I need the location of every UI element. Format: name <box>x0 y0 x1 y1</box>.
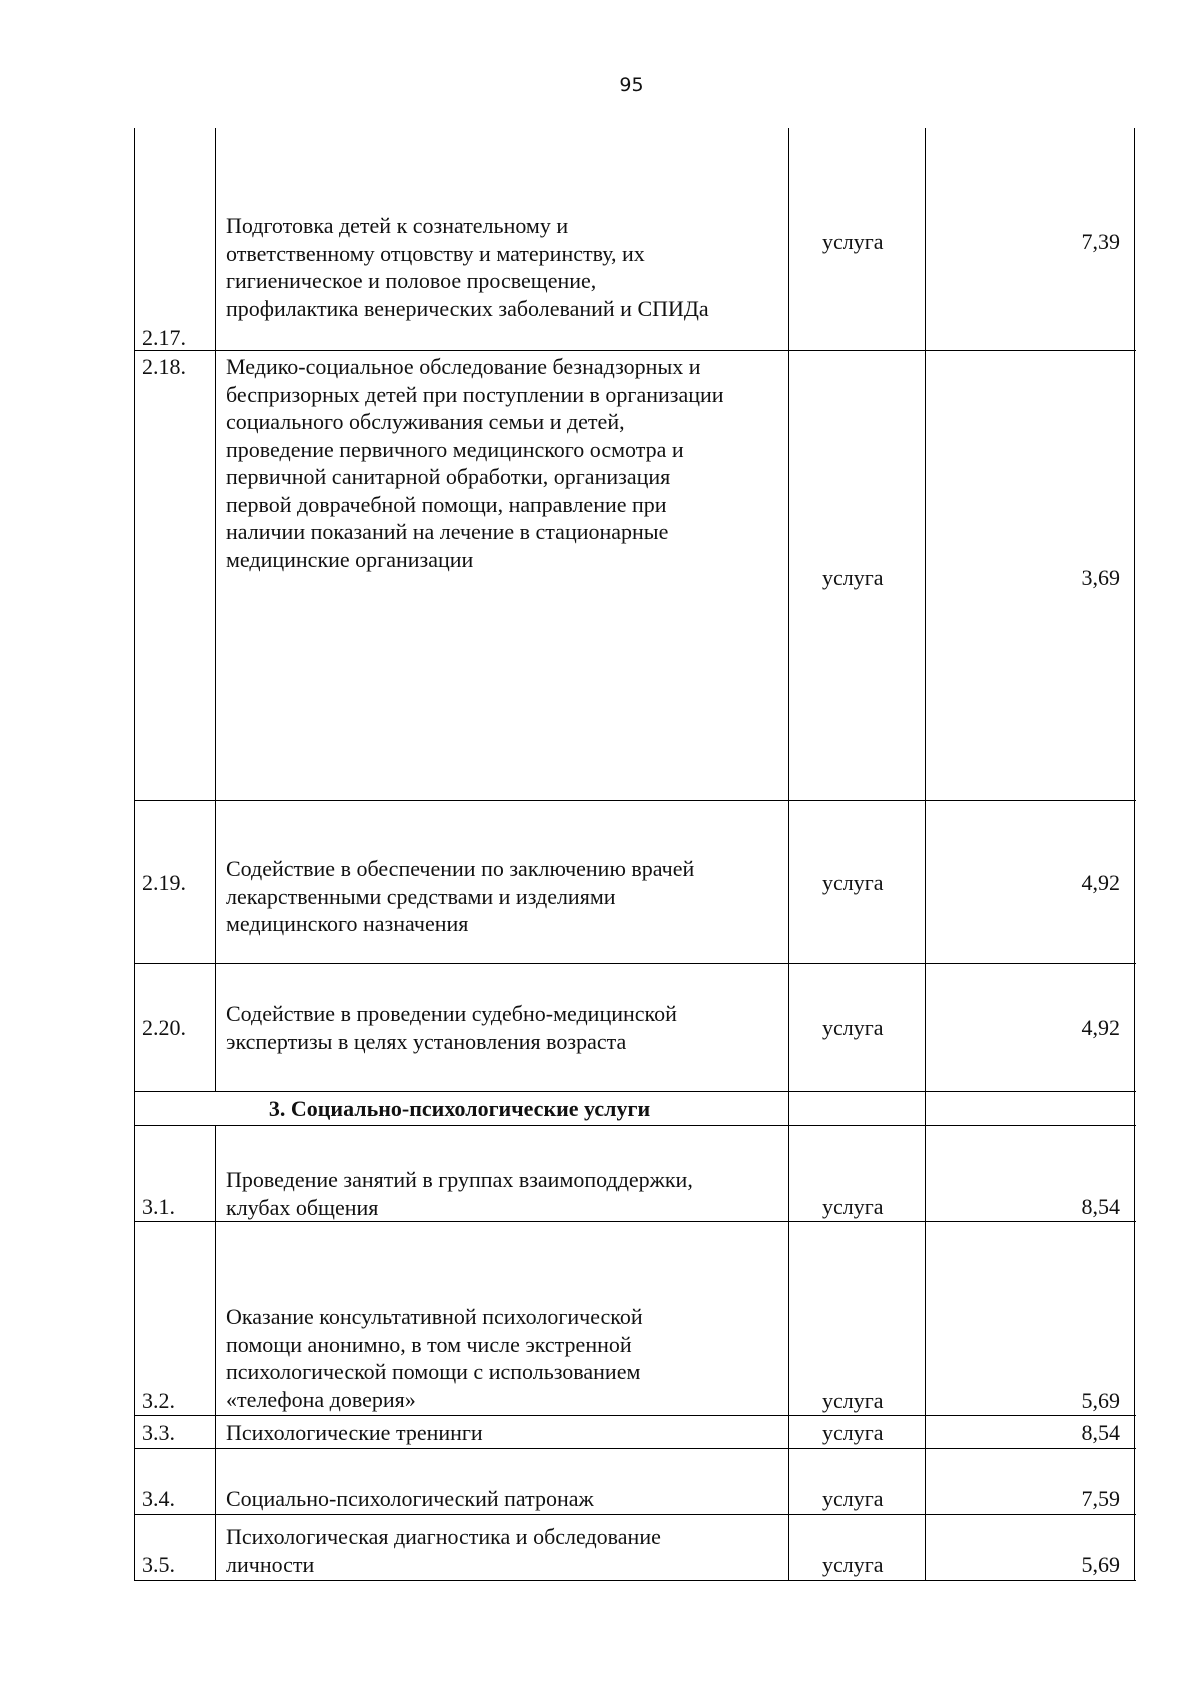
price-cell: 4,92 <box>1081 1015 1120 1040</box>
row-number: 3.5. <box>142 1552 175 1577</box>
price-cell: 7,39 <box>1081 229 1120 254</box>
price-cell: 4,92 <box>1081 870 1120 895</box>
unit-cell: услуга <box>822 229 884 254</box>
price-cell: 5,69 <box>1081 1388 1120 1413</box>
row-number: 2.20. <box>142 1015 186 1040</box>
column-divider <box>925 128 926 1581</box>
row-divider <box>134 350 1136 351</box>
unit-cell: услуга <box>822 870 884 895</box>
service-name: Подготовка детей к сознательному и ответственному отцовству и материнству, их гигиеническое и половое просвещение, профилактика венерических заболеваний и СПИДа <box>226 213 709 321</box>
row-number: 2.19. <box>142 870 186 895</box>
row-divider <box>134 1514 1136 1515</box>
row-number: 3.4. <box>142 1486 175 1511</box>
row-number: 2.17. <box>142 325 186 350</box>
section-heading: 3. Социально-психологические услуги <box>268 1096 651 1121</box>
service-name: Содействие в проведении судебно-медицинской экспертизы в целях установления возраста <box>226 1001 677 1054</box>
row-divider <box>134 1091 1136 1092</box>
row-number: 3.2. <box>142 1388 175 1413</box>
service-name: Психологическая диагностика и обследование личности <box>226 1524 661 1577</box>
row-divider <box>134 963 1136 964</box>
row-divider <box>134 800 1136 801</box>
column-divider <box>788 128 789 1581</box>
price-cell: 5,69 <box>1081 1552 1120 1577</box>
service-name: Оказание консультативной психологической помощи анонимно, в том числе экстренной психологической помощи с использованием «телефона доверия» <box>226 1304 643 1412</box>
page-number: 95 <box>619 74 644 96</box>
column-divider <box>215 1125 216 1581</box>
row-number: 2.18. <box>142 354 186 379</box>
unit-cell: услуга <box>822 1194 884 1219</box>
row-divider <box>134 1221 1136 1222</box>
unit-cell: услуга <box>822 1015 884 1040</box>
price-cell: 3,69 <box>1081 565 1120 590</box>
table-bottom-border <box>134 1580 1136 1581</box>
unit-cell: услуга <box>822 1552 884 1577</box>
row-number: 3.3. <box>142 1420 175 1445</box>
service-name: Проведение занятий в группах взаимоподдержки, клубах общения <box>226 1167 693 1220</box>
row-divider <box>134 1415 1136 1416</box>
service-name: Содействие в обеспечении по заключению врачей лекарственными средствами и изделиями медицинского назначения <box>226 856 695 936</box>
price-cell: 8,54 <box>1081 1194 1120 1219</box>
row-divider <box>134 1125 1136 1126</box>
row-number: 3.1. <box>142 1194 175 1219</box>
price-cell: 7,59 <box>1081 1486 1120 1511</box>
column-divider <box>215 128 216 1091</box>
column-divider <box>134 128 135 1581</box>
unit-cell: услуга <box>822 1486 884 1511</box>
service-name: Социально-психологический патронаж <box>226 1486 594 1511</box>
column-divider <box>1134 128 1135 1581</box>
unit-cell: услуга <box>822 1388 884 1413</box>
unit-cell: услуга <box>822 1420 884 1445</box>
service-name: Медико-социальное обследование безнадзорных и беспризорных детей при поступлении в организации социального обслуживания семьи и детей, проведение первичного медицинского осмотра и первичной санитарной обработки, организация первой доврачебной помощи, направление при наличии показаний на лечение в стационарные медицинские организации <box>226 354 724 572</box>
row-divider <box>134 1448 1136 1449</box>
price-cell: 8,54 <box>1081 1420 1120 1445</box>
service-name: Психологические тренинги <box>226 1420 483 1445</box>
unit-cell: услуга <box>822 565 884 590</box>
